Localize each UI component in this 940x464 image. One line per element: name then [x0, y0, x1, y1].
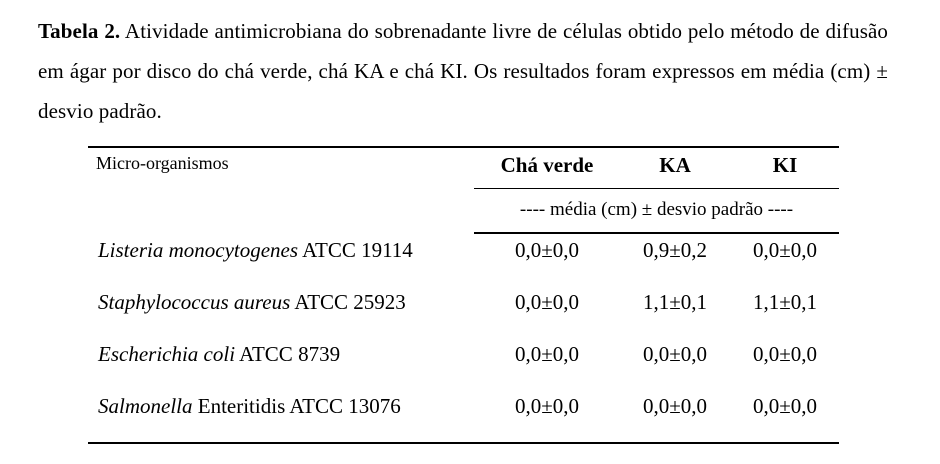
- row-organism: [98, 289, 406, 315]
- value-ka: 0,9±0,2: [642, 238, 708, 262]
- row-organism: [98, 341, 340, 367]
- value-ka: 0,0±0,0: [642, 394, 708, 418]
- table-top-rule: [88, 146, 839, 148]
- value-cha-verde: 0,0±0,0: [514, 342, 580, 366]
- species-name: Salmonella: [98, 394, 193, 418]
- value-ka: 0,0±0,0: [642, 342, 708, 366]
- species-name: Listeria monocytogenes: [98, 238, 299, 262]
- unit-row-rule: [474, 232, 839, 234]
- value-cha-verde: 0,0±0,0: [514, 238, 580, 262]
- unit-row-label: ---- média (cm) ± desvio padrão ----: [519, 199, 794, 220]
- value-cha-verde: 0,0±0,0: [514, 394, 580, 418]
- table-caption: [38, 11, 888, 131]
- caption-label: Tabela 2.: [38, 19, 121, 43]
- header-col-cha-verde: Chá verde: [500, 153, 594, 177]
- strain-code: ATCC 19114: [298, 238, 413, 262]
- value-ki: 0,0±0,0: [752, 394, 818, 418]
- header-col-ki: KI: [772, 153, 798, 177]
- strain-code: ATCC 8739: [235, 342, 341, 366]
- header-organisms: Micro-organismos: [96, 153, 229, 173]
- value-ki: 0,0±0,0: [752, 238, 818, 262]
- row-organism: [98, 393, 401, 419]
- strain-code: Enteritidis ATCC 13076: [192, 394, 401, 418]
- header-mid-rule: [474, 188, 839, 189]
- species-name: Escherichia coli: [98, 342, 236, 366]
- value-ki: 0,0±0,0: [752, 342, 818, 366]
- value-ka: 1,1±0,1: [642, 290, 708, 314]
- value-cha-verde: 0,0±0,0: [514, 290, 580, 314]
- header-col-ka: KA: [659, 153, 691, 177]
- table-bottom-rule: [88, 442, 839, 444]
- value-ki: 1,1±0,1: [752, 290, 818, 314]
- strain-code: ATCC 25923: [290, 290, 406, 314]
- species-name: Staphylococcus aureus: [98, 290, 291, 314]
- caption-text: Atividade antimicrobiana do sobrenadante livre de células obtido pelo método de difusão em ágar por disco do chá verde, chá KA e chá KI. Os resultados foram expressos em média (cm) ± desvio padrão.: [38, 19, 888, 123]
- row-organism: [98, 237, 413, 263]
